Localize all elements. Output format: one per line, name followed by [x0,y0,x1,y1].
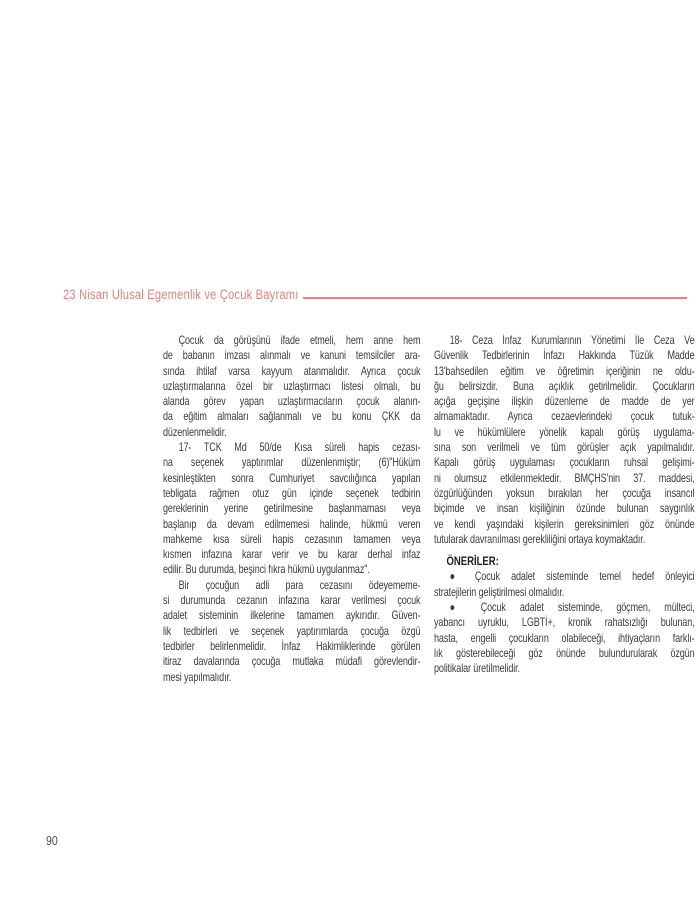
text-line: düzenlenmelidir. [163,425,227,439]
text-line: politikalar üretilmelidir. [434,662,520,676]
text-line: edilir. Bu durumda, beşinci fıkra hükmü uygulanmaz". [163,563,370,577]
text-line: Çocuk da görüşünü ifade etmeli, hem anne hem [178,334,421,347]
text-line: açığa geçişine ilişkin düzenleme de madde de yer [434,395,695,409]
recommendation-item [434,569,695,600]
text-line: başlanıp da devam edilmemesi halinde, hükmü veren [163,517,421,531]
text-line: na seçenek yaptırımlar düzenlenmiştir; (6)"Hüküm [163,456,421,470]
header-rule [303,297,687,299]
text-line: lik tedbirleri ve seçenek yaptırımlarda çocuğa özgü [163,624,421,638]
text-line: 17- TCK Md 50/de Kısa süreli hapis cezası- [178,441,421,455]
text-line: almamaktadır. Ayrıca cezaevlerindeki çocuk tutuk- [434,410,695,424]
right-column [434,333,695,677]
text-line: stratejilerin geliştirilmesi olmalıdır. [434,585,565,599]
text-line: 18- Ceza İnfaz Kurumlarının Yönetimi İle Ceza Ve [449,334,695,347]
text-line: ● Çocuk adalet sisteminde, göçmen, mülteci, [449,601,695,615]
section-title: 23 Nisan Ulusal Egemenlik ve Çocuk Bayramı [63,287,299,302]
text-line: lık gösterebileceği göz önünde bulundurularak özgün [434,646,695,660]
recommendation-item [434,600,695,676]
text-line: tutularak davranılması gerekliliğini ortaya koymaktadır. [434,532,646,546]
text-line: lu ve hükümlülere yönelik kapalı görüş uygulama- [434,425,695,439]
text-line: özgürlüğünden yoksun bırakılan her çocuğa insancıl [434,486,695,500]
recommendations-heading: ÖNERİLER: [446,554,499,569]
text-line: sında ihtilaf varsa kayyum atanmalıdır. Ayrıca çocuk [163,364,421,378]
text-line: adalet sisteminin ilkelerine tamamen aykırıdır. Güven- [163,609,421,623]
text-line: hasta, engelli çocukların olabileceği, ihtiyaçların farklı- [434,631,695,645]
text-line: biçimde ve insan kişiliğinin özünde bulunan saygınlık [434,502,695,516]
text-line: alanda görev yapan uzlaştırmacıların çocuk alanın- [163,395,421,409]
text-line: de babanın imzası alınmalı ve kanuni temsilciler ara- [163,349,421,363]
text-line: ğu belirsizdir. Buna açıklık getirilmelidir. Çocukların [434,379,695,393]
left-column [163,333,420,685]
text-line: Güvenlik Tedbirlerinin İnfazı Hakkında Tüzük Madde [434,349,695,363]
text-line: mesi yapılmalıdır. [163,670,232,684]
text-line: yabancı uyruklu, LGBTİ+, kronik rahatsızlığı bulunan, [434,616,695,630]
text-line: si durumunda cezanın infazına karar verilmesi çocuk [163,594,421,608]
text-line: ve kendi yaşındaki kişilerin gereksinimleri göz önünde [434,517,695,531]
paragraph [163,440,420,578]
paragraph [163,333,420,440]
text-line: da eğitim almaları sağlanmalı ve bu konu ÇKK da [163,410,421,424]
text-line: 13'bahsedilen eğitim ve öğretimin içeriğinin ne oldu- [434,364,695,378]
text-line: kısmen infazına karar verir ve bu karar derhal infaz [163,548,421,562]
text-line: ni olumsuz etkilenmektedir. BMÇHS'nin 37. maddesi, [434,471,695,485]
text-line: ● Çocuk adalet sisteminde temel hedef önleyici [449,570,695,584]
paragraph [434,333,695,547]
text-line: uzlaştırmalarına özel bir uzlaştırmacı listesi olmalı, bu [163,379,421,393]
text-line: kesinleştikten sonra Cumhuriyet savcılığınca yapılan [163,471,421,485]
text-line: itiraz davalarında çocuğa mutlaka müdafi görevlendir- [163,655,421,669]
text-line: mahkeme kısa süreli hapis cezasının tamamen veya [163,532,421,546]
text-line: gereklerinin yerine getirilmesine başlanmaması veya [163,502,421,516]
text-line: tebligata rağmen otuz gün içinde seçenek tedbirin [163,486,421,500]
text-line: sına son verilmeli ve tüm görüşler açık yapılmalıdır. [434,441,695,455]
text-line: Kapalı görüş uygulaması çocukların ruhsal gelişimi- [434,456,695,470]
text-line: tedbirler belirlenmelidir. İnfaz Hakimliklerinde görülen [163,639,421,653]
paragraph [163,578,420,685]
page-number: 90 [46,834,58,848]
text-line: Bir çocuğun adli para cezasını ödeyememe- [178,578,421,592]
